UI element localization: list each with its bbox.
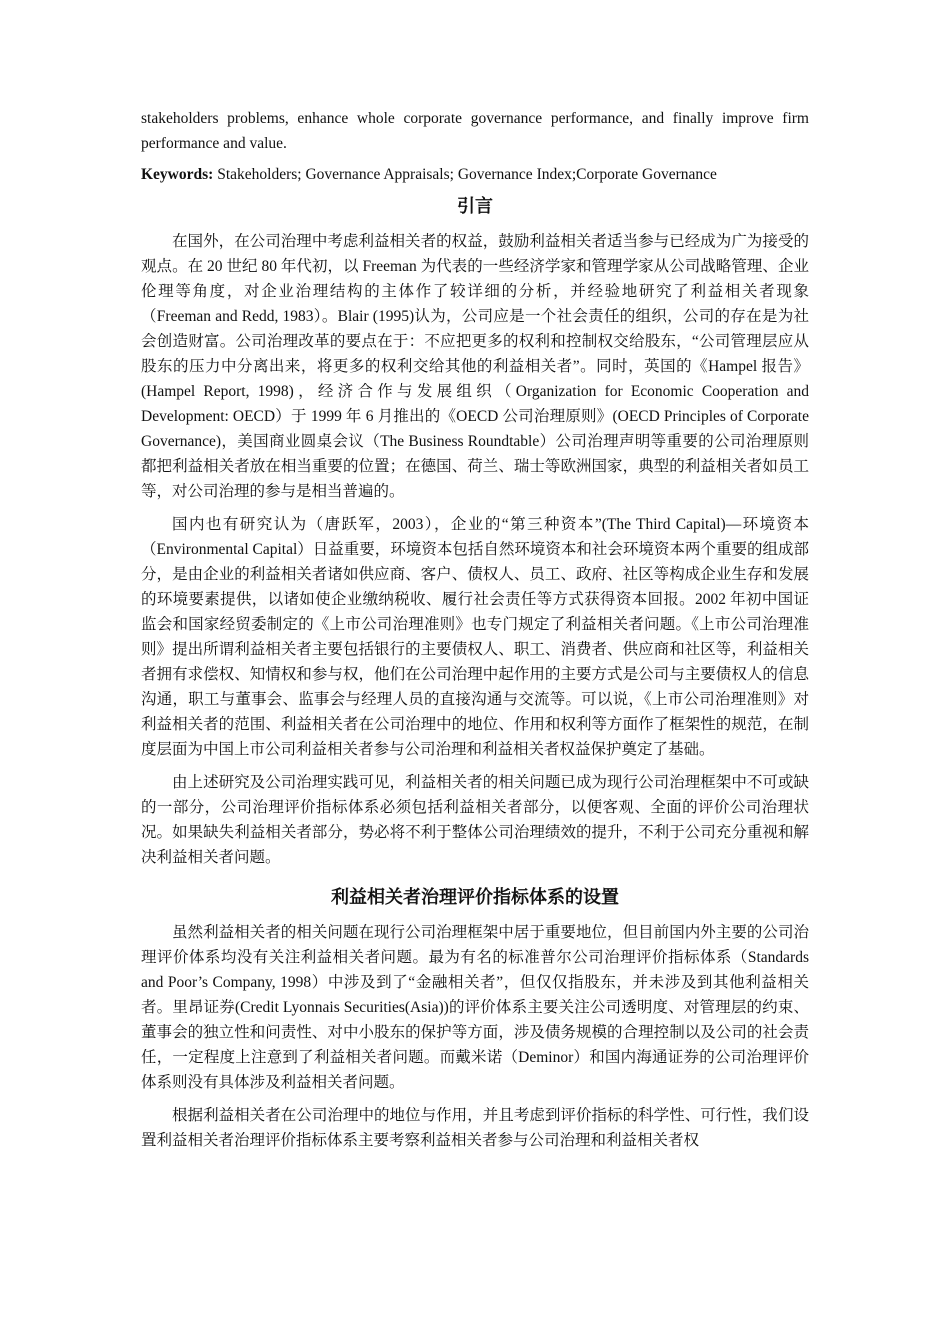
section-heading-index-setup: 利益相关者治理评价指标体系的设置	[331, 887, 619, 908]
setup-paragraph-2: 根据利益相关者在公司治理中的地位与作用，并且考虑到评价指标的科学性、可行性，我们设置利益相关者治理评价指标体系主要考察利益相关者参与公司治理和利益相关者权	[141, 1107, 809, 1149]
abstract-tail: stakeholders problems, enhance whole corporate governance performance, and finally improve firm performance and value.	[141, 110, 809, 152]
keywords-label: Keywords:	[141, 166, 214, 183]
intro-paragraph-2: 国内也有研究认为（唐跃军，2003），企业的“第三种资本”(The Third Capital)—环境资本（Environmental Capital）日益重要，环境资本包括自然环境资本和社会环境资本两个重要的组成部分，是由企业的利益相关者诸如供应商、客户、债权人、员工、政府、社区等构成企业生存和发展的环境要素提供，以诸如使企业缴纳税收、履行社会责任等方式获得资本回报。2002 年初中国证监会和国家经贸委制定的《上市公司治理准则》也专门规定了利益相关者问题。《上市公司治理准则》提出所谓利益相关者主要包括银行的主要债权人、职工、消费者、供应商和社区等，利益相关者拥有求偿权、知情权和参与权，他们在公司治理中起作用的主要方式是公司与主要债权人的信息沟通，职工与董事会、监事会与经理人员的直接沟通与交流等。可以说，《上市公司治理准则》对利益相关者的范围、利益相关者在公司治理中的地位、作用和权利等方面作了框架性的规范，在制度层面为中国上市公司利益相关者参与公司治理和利益相关者权益保护奠定了基础。	[141, 516, 809, 758]
setup-paragraph-1: 虽然利益相关者的相关问题在现行公司治理框架中居于重要地位，但目前国内外主要的公司治理评价体系均没有关注利益相关者问题。最为有名的标准普尔公司治理评价指标体系（Standards and Poor’s Company, 1998）中涉及到了“金融相关者”，但仅仅指股东，并未涉及到其他利益相关者。里昂证券(Credit Lyonnais Securities(Asia))的评价体系主要关注公司透明度、对管理层的约束、董事会的独立性和问责性、对中小股东的保护等方面，涉及债务规模的合理控制以及公司的社会责任，一定程度上注意到了利益相关者问题。而戴米诺（Deminor）和国内海通证券的公司治理评价体系则没有具体涉及利益相关者问题。	[141, 924, 809, 1091]
keywords-text: Stakeholders; Governance Appraisals; Governance Index;Corporate Governance	[213, 166, 717, 183]
section-heading-introduction: 引言	[457, 196, 493, 217]
keywords-line	[141, 162, 809, 187]
intro-paragraph-3: 由上述研究及公司治理实践可见，利益相关者的相关问题已成为现行公司治理框架中不可或缺的一部分，公司治理评价指标体系必须包括利益相关者部分，以便客观、全面的评价公司治理状况。如果缺失利益相关者部分，势必将不利于整体公司治理绩效的提升，不利于公司充分重视和解决利益相关者问题。	[141, 774, 809, 866]
intro-paragraph-1: 在国外，在公司治理中考虑利益相关者的权益，鼓励利益相关者适当参与已经成为广为接受的观点。在 20 世纪 80 年代初，以 Freeman 为代表的一些经济学家和管理学家从公司战略管理、企业伦理等角度，对企业治理结构的主体作了较详细的分析，并经验地研究了利益相关者现象（Freeman and Redd, 1983）。Blair (1995)认为，公司应是一个社会责任的组织，公司的存在是为社会创造财富。公司治理改革的要点在于：不应把更多的权利和控制权交给股东，“公司管理层应从股东的压力中分离出来，将更多的权利交给其他的利益相关者”。同时，英国的《Hampel 报告》(Hampel Report, 1998)，经济合作与发展组织（Organization for Economic Cooperation and Development: OECD）于 1999 年 6 月推出的《OECD 公司治理原则》(OECD Principles of Corporate Governance)，美国商业圆桌会议（The Business Roundtable）公司治理声明等重要的公司治理原则都把利益相关者放在相当重要的位置；在德国、荷兰、瑞士等欧洲国家，典型的利益相关者如员工等，对公司治理的参与是相当普遍的。	[141, 233, 809, 500]
